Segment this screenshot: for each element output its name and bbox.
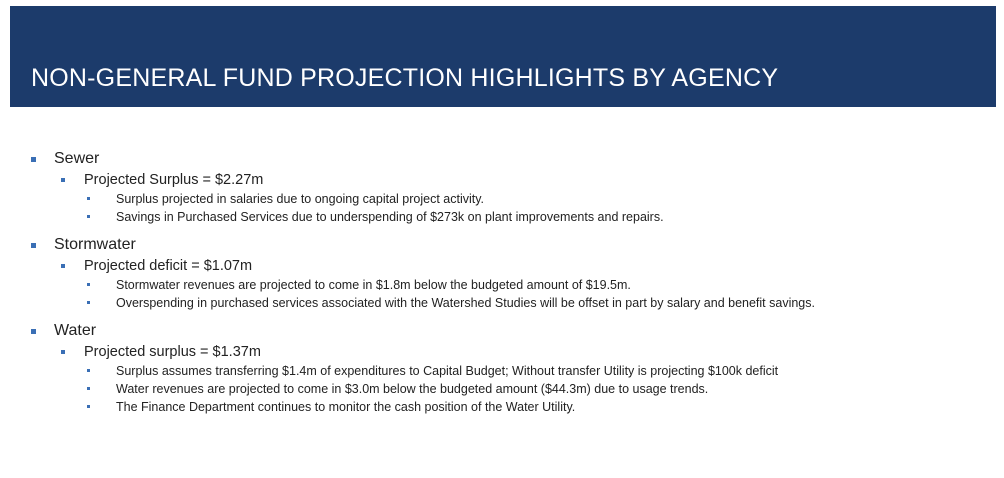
square-bullet-icon (87, 283, 90, 286)
square-bullet-icon (31, 157, 36, 162)
agency-name: Stormwater (54, 236, 136, 253)
agency-name: Sewer (54, 150, 100, 167)
detail-text: Overspending in purchased services associated with the Watershed Studies will be offset in part by salary and benefit savings. (116, 296, 815, 310)
slide-title: NON-GENERAL FUND PROJECTION HIGHLIGHTS BY AGENCY (31, 64, 779, 92)
agency-section-stormwater (28, 234, 988, 312)
square-bullet-icon (87, 197, 90, 200)
square-bullet-icon (87, 301, 90, 304)
detail-item (28, 276, 988, 294)
detail-item (28, 362, 988, 380)
detail-text: Stormwater revenues are projected to come in $1.8m below the budgeted amount of $19.5m. (116, 278, 631, 292)
detail-text: Savings in Purchased Services due to underspending of $273k on plant improvements and repairs. (116, 210, 664, 224)
agency-heading (28, 234, 988, 256)
square-bullet-icon (87, 405, 90, 408)
agency-section-water (28, 320, 988, 416)
detail-item (28, 208, 988, 226)
agency-list (28, 148, 988, 416)
square-bullet-icon (87, 387, 90, 390)
square-bullet-icon (87, 369, 90, 372)
agency-heading (28, 148, 988, 170)
projection-text: Projected surplus = $1.37m (84, 344, 261, 360)
agency-section-sewer (28, 148, 988, 226)
detail-text: Surplus assumes transferring $1.4m of expenditures to Capital Budget; Without transfer Utility is projecting $100k deficit (116, 364, 779, 378)
projection-text: Projected Surplus = $2.27m (84, 172, 264, 188)
detail-item (28, 398, 988, 416)
title-bar (10, 6, 996, 107)
square-bullet-icon (87, 215, 90, 218)
slide-content (28, 148, 988, 424)
detail-item (28, 294, 988, 312)
projection-item (28, 256, 988, 276)
detail-item (28, 380, 988, 398)
square-bullet-icon (61, 178, 65, 182)
projection-text: Projected deficit = $1.07m (84, 258, 253, 274)
agency-heading (28, 320, 988, 342)
detail-text: Water revenues are projected to come in $3.0m below the budgeted amount ($44.3m) due to usage trends. (116, 382, 709, 396)
square-bullet-icon (61, 350, 65, 354)
square-bullet-icon (31, 329, 36, 334)
detail-item (28, 190, 988, 208)
detail-text: Surplus projected in salaries due to ongoing capital project activity. (116, 192, 485, 206)
projection-item (28, 342, 988, 362)
square-bullet-icon (31, 243, 36, 248)
square-bullet-icon (61, 264, 65, 268)
detail-text: The Finance Department continues to monitor the cash position of the Water Utility. (116, 400, 576, 414)
projection-item (28, 170, 988, 190)
agency-name: Water (54, 322, 97, 339)
